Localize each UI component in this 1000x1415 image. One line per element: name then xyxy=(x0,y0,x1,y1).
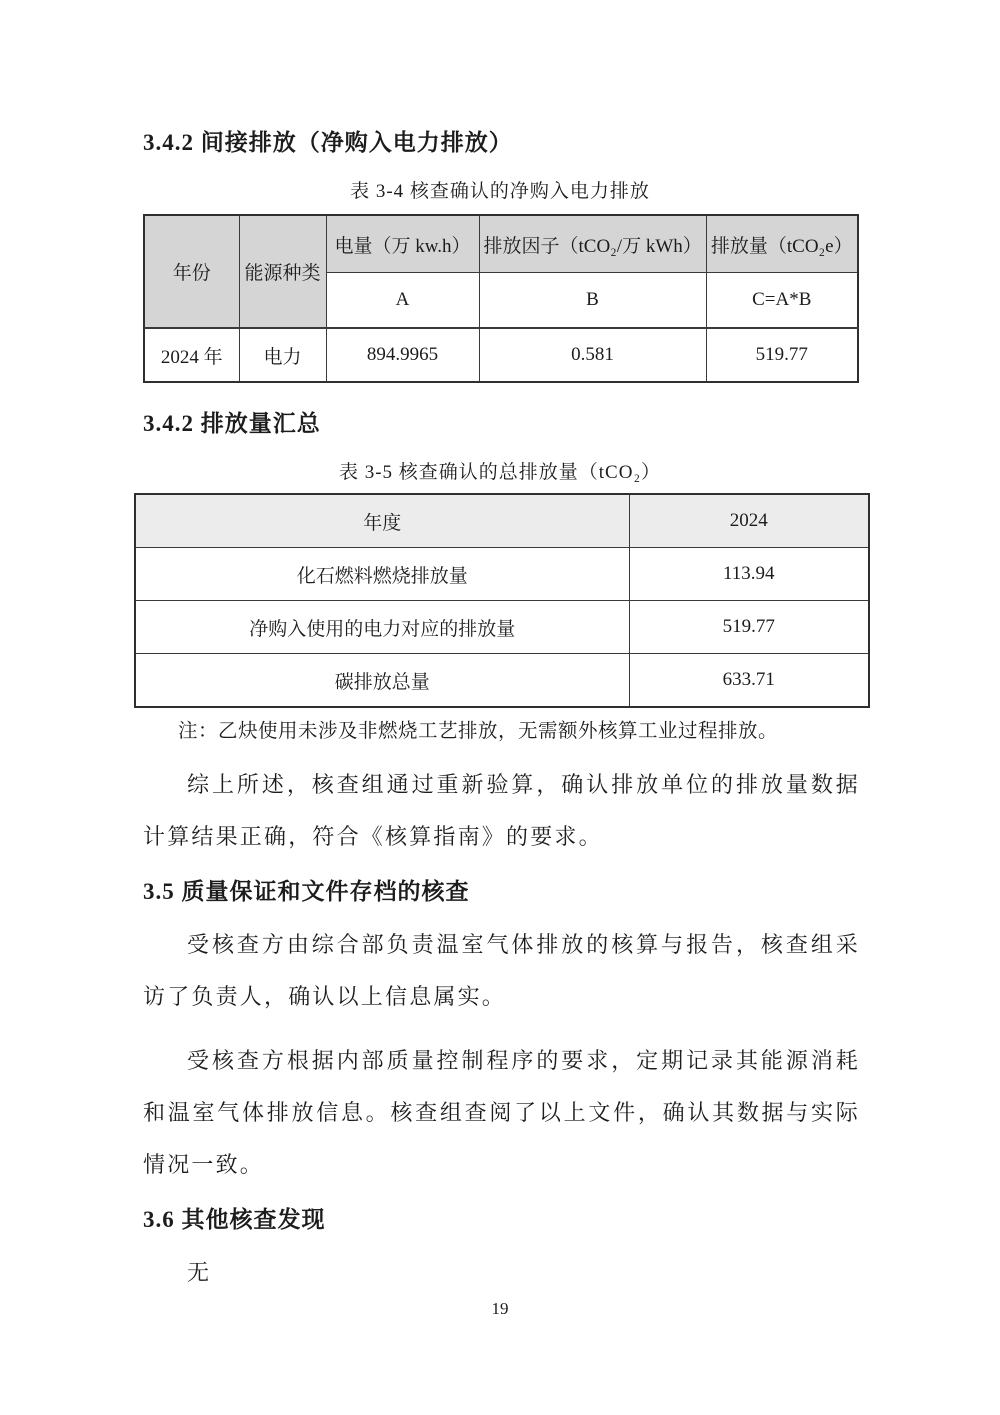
section-heading-342-indirect: 3.4.2 间接排放（净购入电力排放） xyxy=(143,130,513,155)
table35-row-total xyxy=(135,654,869,708)
table34-col-year: 年份 xyxy=(144,215,239,328)
section-heading-342-summary: 3.4.2 排放量汇总 xyxy=(143,411,321,436)
table34-cell-factor: 0.581 xyxy=(479,328,706,382)
table34-cell-emission: 519.77 xyxy=(706,328,858,382)
table34-subheader-b: B xyxy=(479,273,706,329)
table34-cell-year: 2024 年 xyxy=(144,328,239,382)
table34-cell-energy-type: 电力 xyxy=(239,328,326,382)
table34-col-power: 电量（万 kw.h） xyxy=(326,215,479,273)
table-note: 注：乙炔使用未涉及非燃烧工艺排放，无需额外核算工业过程排放。 xyxy=(178,720,779,742)
paragraph-conclusion: 综上所述，核查组通过重新验算，确认排放单位的排放量数据计算结果正确，符合《核算指南》的要求。 xyxy=(143,772,860,849)
table35-header-row xyxy=(135,494,869,548)
table35-cell-label: 净购入使用的电力对应的排放量 xyxy=(135,601,629,654)
table-3-5 xyxy=(134,493,870,708)
table35-cell-value: 519.77 xyxy=(629,601,869,654)
section-heading-35: 3.5 质量保证和文件存档的核查 xyxy=(143,879,470,904)
page-number: 19 xyxy=(491,1299,509,1318)
table35-cell-value: 633.71 xyxy=(629,654,869,708)
table34-data-row xyxy=(144,328,858,382)
table35-row-fossil xyxy=(135,548,869,601)
table35-header-value: 2024 xyxy=(629,494,869,548)
table34-caption: 表 3-4 核查确认的净购入电力排放 xyxy=(350,181,650,202)
table34-header-row xyxy=(144,215,858,273)
paragraph-qa-2: 受核查方根据内部质量控制程序的要求，定期记录其能源消耗和温室气体排放信息。核查组查阅了以上文件，确认其数据与实际情况一致。 xyxy=(143,1048,860,1177)
paragraph-other-findings: 无 xyxy=(187,1260,212,1285)
table35-row-electricity xyxy=(135,601,869,654)
table35-cell-label: 碳排放总量 xyxy=(135,654,629,708)
table34-subheader-a: A xyxy=(326,273,479,329)
table35-cell-value: 113.94 xyxy=(629,548,869,601)
table34-col-factor: 排放因子（tCO₂/万 kWh） xyxy=(479,215,706,273)
section-heading-36: 3.6 其他核查发现 xyxy=(143,1207,326,1232)
table35-header-label: 年度 xyxy=(135,494,629,548)
table35-caption: 表 3-5 核查确认的总排放量（tCO₂） xyxy=(338,462,662,483)
paragraph-qa-1: 受核查方由综合部负责温室气体排放的核算与报告，核查组采访了负责人，确认以上信息属实。 xyxy=(143,932,860,1009)
table34-col-energy-type: 能源种类 xyxy=(239,215,326,328)
table35-cell-label: 化石燃料燃烧排放量 xyxy=(135,548,629,601)
table34-subheader-c: C=A*B xyxy=(706,273,858,329)
table34-cell-power: 894.9965 xyxy=(326,328,479,382)
table-3-4 xyxy=(143,214,859,383)
table34-col-emission: 排放量（tCO₂e） xyxy=(706,215,858,273)
